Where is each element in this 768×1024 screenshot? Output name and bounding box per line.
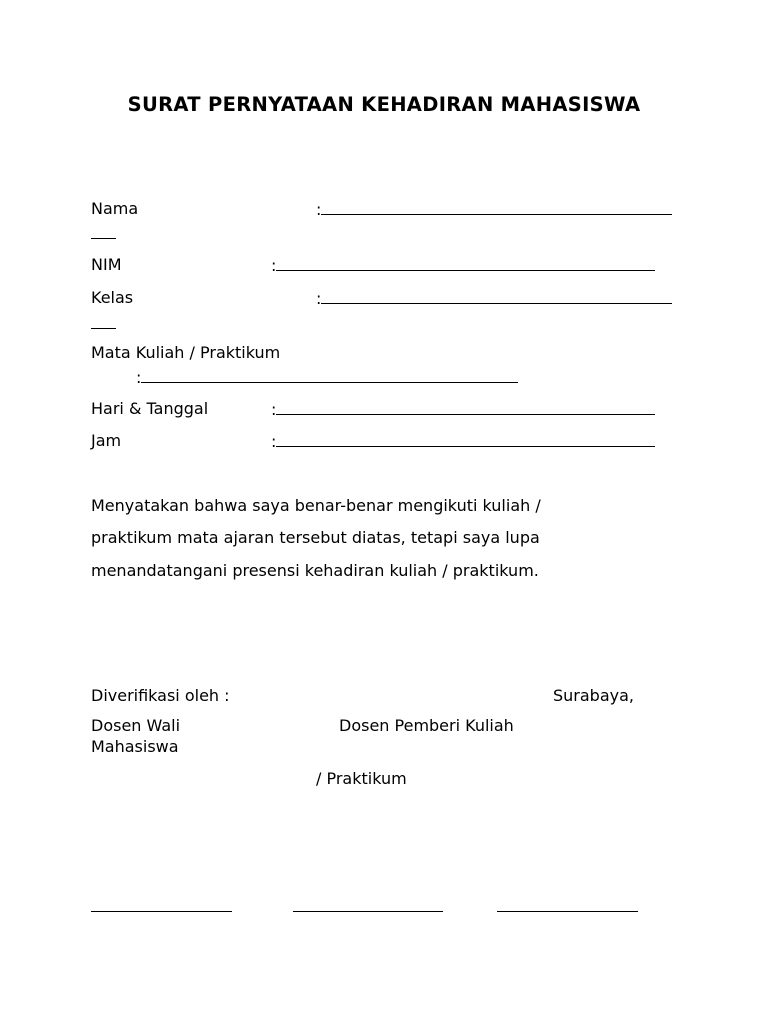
fill-line-wrap xyxy=(91,238,116,239)
signer-dosen-wali-line2: Mahasiswa xyxy=(91,737,179,756)
statement-line: menandatangani presensi kehadiran kuliah / praktikum. xyxy=(91,561,539,580)
field-label-mata-kuliah: Mata Kuliah / Praktikum xyxy=(91,343,281,362)
statement-line: praktikum mata ajaran tersebut diatas, tetapi saya lupa xyxy=(91,528,540,547)
signer-dosen-pemberi-line2: / Praktikum xyxy=(316,769,407,788)
field-separator: : xyxy=(271,256,277,275)
fill-line xyxy=(321,199,672,215)
fill-line xyxy=(321,288,672,304)
field-separator: : xyxy=(136,368,142,387)
field-label-jam: Jam xyxy=(91,431,122,450)
document-title: SURAT PERNYATAAN KEHADIRAN MAHASISWA xyxy=(127,93,641,116)
field-blank-mata-kuliah[interactable] xyxy=(136,367,518,388)
field-separator: : xyxy=(316,200,322,219)
verified-by-label: Diverifikasi oleh : xyxy=(91,686,230,705)
field-blank-jam[interactable] xyxy=(271,431,655,452)
statement-line: Menyatakan bahwa saya benar-benar mengikuti kuliah / xyxy=(91,496,541,515)
field-label-hari-tanggal: Hari & Tanggal xyxy=(91,399,209,418)
signature-line-dosen-wali[interactable] xyxy=(91,911,232,912)
place-label: Surabaya, xyxy=(553,686,634,705)
fill-line xyxy=(141,367,518,383)
signature-line-dosen-pemberi[interactable] xyxy=(293,911,443,912)
field-blank-nim[interactable] xyxy=(271,255,655,276)
signer-dosen-pemberi: Dosen Pemberi Kuliah xyxy=(339,716,514,735)
field-label-nim: NIM xyxy=(91,255,122,274)
signer-dosen-wali: Dosen Wali xyxy=(91,716,181,735)
field-blank-nama[interactable] xyxy=(316,199,672,220)
fill-line xyxy=(276,255,655,271)
fill-line-wrap xyxy=(91,328,116,329)
field-separator: : xyxy=(271,432,277,451)
field-label-kelas: Kelas xyxy=(91,288,134,307)
field-separator: : xyxy=(271,400,277,419)
signature-line-mahasiswa[interactable] xyxy=(497,911,638,912)
fill-line xyxy=(276,399,655,415)
field-blank-hari-tanggal[interactable] xyxy=(271,399,655,420)
fill-line xyxy=(276,431,655,447)
field-separator: : xyxy=(316,289,322,308)
field-blank-kelas[interactable] xyxy=(316,288,672,309)
field-label-nama: Nama xyxy=(91,199,139,218)
